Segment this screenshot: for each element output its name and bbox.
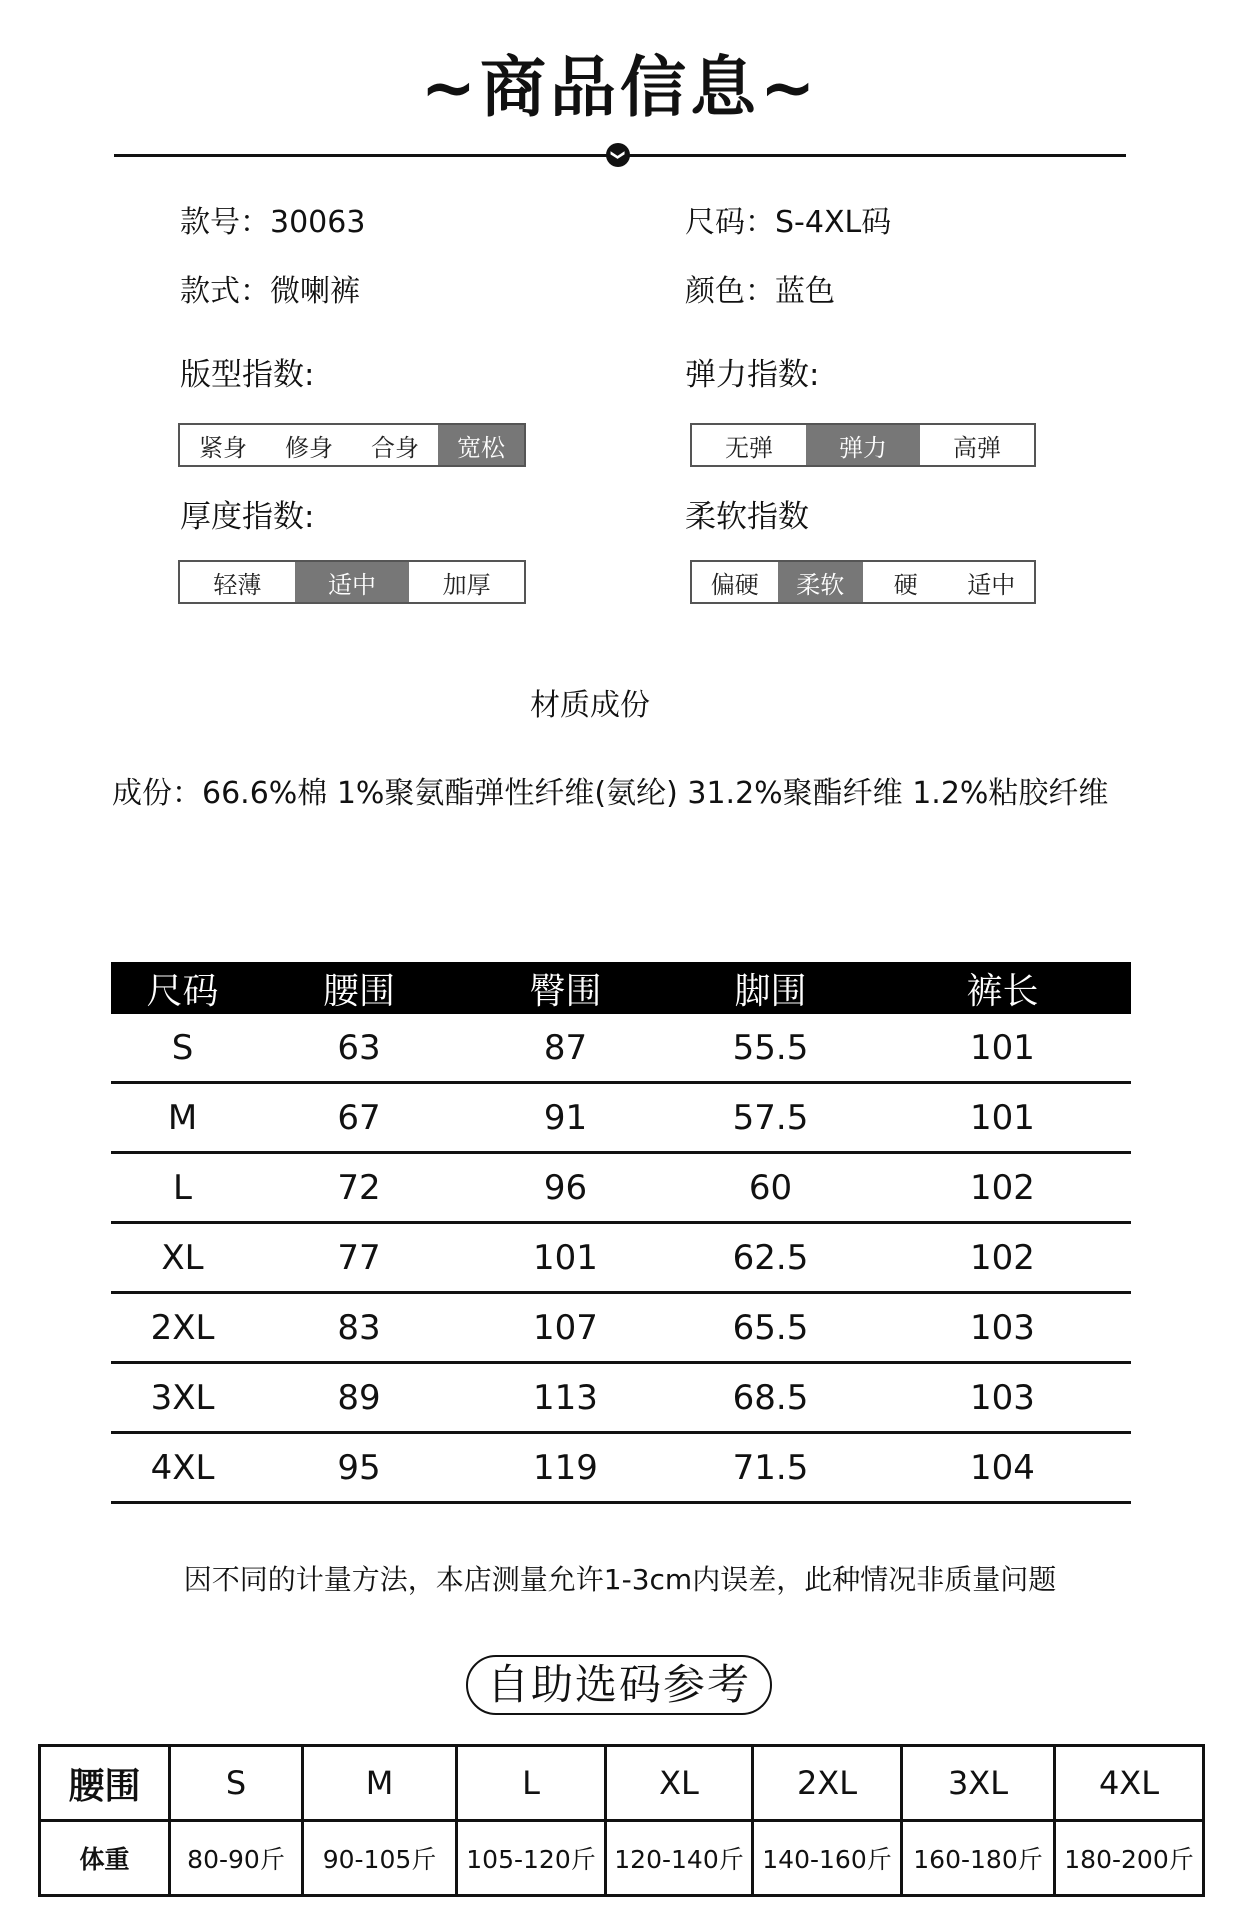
- size-guide-title: 自助选码参考: [466, 1655, 772, 1715]
- table-cell: M: [111, 1083, 254, 1153]
- header-cell: 腰围: [254, 962, 464, 1014]
- table-cell: XL: [111, 1223, 254, 1293]
- table-cell: 4XL: [111, 1433, 254, 1503]
- guide-weight-cell: 90-105斤: [303, 1821, 457, 1896]
- softness-option: 适中: [967, 570, 1016, 599]
- measurement-note: 因不同的计量方法，本店测量允许1-3cm内误差，此种情况非质量问题: [183, 1563, 1057, 1596]
- table-cell: 71.5: [667, 1433, 874, 1503]
- table-cell: 102: [874, 1153, 1131, 1223]
- guide-size-cell: S: [170, 1746, 303, 1821]
- guide-size-cell: 4XL: [1055, 1746, 1204, 1821]
- table-row: [111, 1293, 1131, 1363]
- table-cell: 91: [464, 1083, 667, 1153]
- table-cell: 83: [254, 1293, 464, 1363]
- fit-option: 宽松: [438, 425, 524, 465]
- waist-label: 腰围: [40, 1746, 170, 1821]
- stretch-option: 无弹: [725, 433, 773, 462]
- size-table-header: [111, 962, 1131, 1014]
- guide-weight-cell: 105-120斤: [457, 1821, 606, 1896]
- fit-option: 紧身: [199, 433, 247, 462]
- table-row: [111, 1223, 1131, 1293]
- table-cell: 2XL: [111, 1293, 254, 1363]
- table-row: [111, 1083, 1131, 1153]
- guide-size-cell: 2XL: [753, 1746, 902, 1821]
- table-cell: 57.5: [667, 1083, 874, 1153]
- table-cell: 119: [464, 1433, 667, 1503]
- thickness-option: 加厚: [442, 570, 491, 599]
- table-cell: 95: [254, 1433, 464, 1503]
- header-cell: 尺码: [111, 962, 254, 1014]
- thickness-index-scale: [178, 560, 526, 604]
- guide-weight-cell: 120-140斤: [606, 1821, 753, 1896]
- table-cell: 68.5: [667, 1363, 874, 1433]
- table-cell: S: [111, 1014, 254, 1083]
- softness-index-scale: [690, 560, 1036, 604]
- stretch-option: 弹力: [806, 425, 920, 465]
- table-cell: 101: [874, 1014, 1131, 1083]
- guide-weight-cell: 180-200斤: [1055, 1821, 1204, 1896]
- header-cell: 脚围: [667, 962, 874, 1014]
- fit-option: 合身: [371, 433, 419, 462]
- fit-option: 修身: [285, 433, 333, 462]
- weight-row: [40, 1821, 1204, 1896]
- softness-option: 硬: [893, 570, 918, 599]
- waist-row: [40, 1746, 1204, 1821]
- table-cell: 67: [254, 1083, 464, 1153]
- color-info: 颜色：蓝色: [685, 274, 835, 309]
- table-cell: 103: [874, 1293, 1131, 1363]
- size-guide-table: [38, 1744, 1205, 1897]
- table-cell: 104: [874, 1433, 1131, 1503]
- table-cell: 62.5: [667, 1223, 874, 1293]
- softness-option: 柔软: [778, 562, 864, 602]
- table-cell: 63: [254, 1014, 464, 1083]
- header-cell: 裤长: [874, 962, 1131, 1014]
- stretch-option: 高弹: [953, 433, 1001, 462]
- weight-label: 体重: [40, 1821, 170, 1896]
- size-range: 尺码：S-4XL码: [685, 205, 892, 240]
- table-row: [111, 1433, 1131, 1503]
- thickness-option: 轻薄: [213, 570, 262, 599]
- header-cell: 臀围: [464, 962, 667, 1014]
- chevron-down-icon: ❯: [606, 143, 630, 167]
- table-cell: 113: [464, 1363, 667, 1433]
- table-cell: 87: [464, 1014, 667, 1083]
- table-cell: 77: [254, 1223, 464, 1293]
- fit-index-scale: [178, 423, 526, 467]
- stretch-index-label: 弹力指数:: [685, 357, 820, 393]
- table-cell: 3XL: [111, 1363, 254, 1433]
- table-cell: 55.5: [667, 1014, 874, 1083]
- table-cell: 89: [254, 1363, 464, 1433]
- table-cell: 96: [464, 1153, 667, 1223]
- table-cell: 107: [464, 1293, 667, 1363]
- table-cell: 101: [464, 1223, 667, 1293]
- style-number: 款号：30063: [180, 205, 366, 240]
- thickness-option: 适中: [295, 562, 410, 602]
- page-title: ~商品信息~: [420, 49, 820, 126]
- material-composition: 成份：66.6%棉 1%聚氨酯弹性纤维(氨纶) 31.2%聚酯纤维 1.2%粘胶纤维: [112, 776, 1109, 811]
- softness-option: 偏硬: [710, 570, 759, 599]
- table-cell: 60: [667, 1153, 874, 1223]
- guide-size-cell: XL: [606, 1746, 753, 1821]
- table-row: [111, 1363, 1131, 1433]
- table-row: [111, 1014, 1131, 1083]
- guide-weight-cell: 80-90斤: [170, 1821, 303, 1896]
- guide-weight-cell: 160-180斤: [902, 1821, 1055, 1896]
- table-row: [111, 1153, 1131, 1223]
- guide-size-cell: L: [457, 1746, 606, 1821]
- stretch-index-scale: [690, 423, 1036, 467]
- guide-weight-cell: 140-160斤: [753, 1821, 902, 1896]
- thickness-index-label: 厚度指数:: [180, 499, 315, 535]
- softness-index-label: 柔软指数: [685, 499, 809, 535]
- table-cell: 65.5: [667, 1293, 874, 1363]
- guide-size-cell: 3XL: [902, 1746, 1055, 1821]
- guide-size-cell: M: [303, 1746, 457, 1821]
- table-cell: 102: [874, 1223, 1131, 1293]
- fit-index-label: 版型指数:: [180, 357, 315, 393]
- table-cell: 72: [254, 1153, 464, 1223]
- table-cell: L: [111, 1153, 254, 1223]
- style-type: 款式：微喇裤: [180, 274, 360, 309]
- size-table: [111, 962, 1131, 1504]
- material-heading: 材质成份: [530, 688, 650, 723]
- table-cell: 103: [874, 1363, 1131, 1433]
- table-cell: 101: [874, 1083, 1131, 1153]
